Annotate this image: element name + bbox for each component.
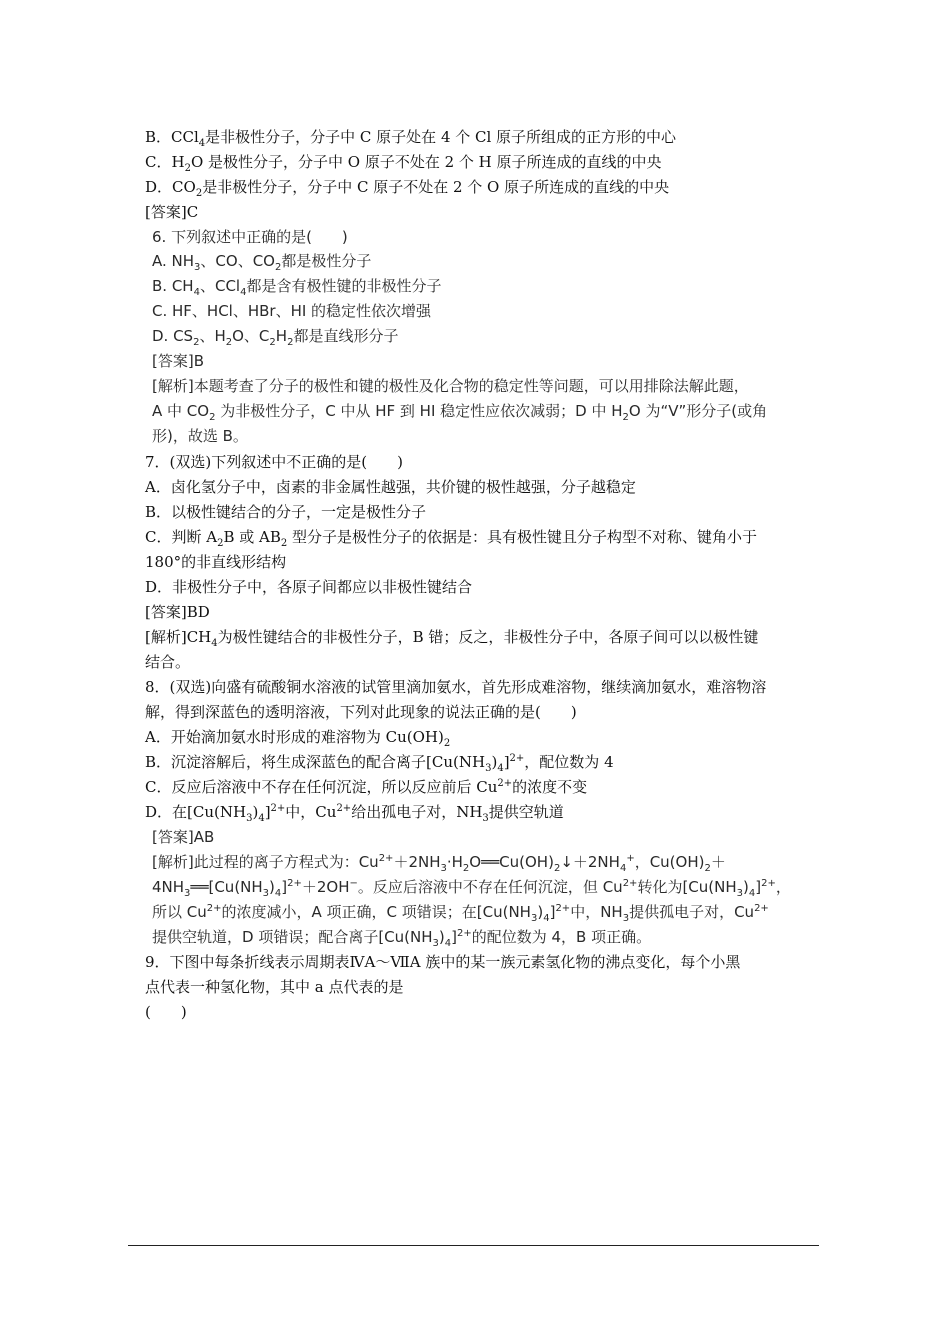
q6-analysis-line1: [解析]本题考查了分子的极性和键的极性及化合物的稳定性等问题，可以用排除法解此题， (152, 377, 749, 395)
q7-analysis-line2: 结合。 (145, 653, 191, 671)
q8-option-c: C．反应后溶液中不存在任何沉淀，所以反应前后 $Cu^{2+}$的浓度不变 (145, 778, 588, 796)
q6-answer: [答案]B (152, 352, 204, 370)
q8-answer: [答案]AB (152, 828, 215, 846)
q8-option-d: D．在$[Cu(NH_3)_4]^{2+}$中，$Cu^{2+}$给出孤电子对，$NH_3$提供空轨道 (145, 803, 564, 824)
q9-stem-line1: 9．下图中每条折线表示周期表ⅣA～ⅦA 族中的某一族元素氢化物的沸点变化，每个小黑 (145, 953, 741, 971)
q6-option-a: A. $NH_3$、CO、$CO_2$都是极性分子 (152, 252, 372, 273)
q8-stem-line1: 8．(双选)向盛有硫酸铜水溶液的试管里滴加氨水，首先形成难溶物，继续滴加氨水，难溶物溶 (145, 678, 767, 696)
q5-option-c: C．$H_2O$ 是极性分子，分子中 O 原子不处在 2 个 H 原子所连成的直线的中央 (145, 153, 662, 174)
footer-rule (128, 1245, 819, 1246)
q7-option-d: D．非极性分子中，各原子间都应以非极性键结合 (145, 578, 473, 596)
q8-option-a: A．开始滴加氨水时形成的难溶物为 $Cu(OH)_2$ (145, 728, 451, 749)
q7-stem: 7．(双选)下列叙述中不正确的是( ) (145, 453, 403, 471)
q8-analysis-line2: $4NH_3══[Cu(NH_3)_4]^{2+}+2OH^-$。反应后溶液中不存在任何沉淀，但 $Cu^{2+}$转化为$[Cu(NH_3)_4]^{2+}$， (152, 878, 791, 899)
q6-option-b: B. $CH_4$、CCl$_4$都是含有极性键的非极性分子 (152, 277, 442, 298)
q5-option-d: D．$CO_2$是非极性分子，分子中 C 原子不处在 2 个 O 原子所连成的直线的中央 (145, 178, 670, 199)
q7-option-c-line2: 180°的非直线形结构 (145, 553, 287, 571)
q9-stem-line3: ( ) (145, 1003, 187, 1021)
q7-option-c-line1: C．判断 $A_2B$ 或 $AB_2$ 型分子是极性分子的依据是：具有极性键且分子构型不对称、键角小于 (145, 528, 758, 549)
q8-analysis-line1: [解析]此过程的离子方程式为：$Cu^{2+}+2NH_3\cdot H_2O══Cu(OH)_2↓+2NH_4^+$，$Cu(OH)_2+$ (152, 853, 726, 874)
q6-option-d: D. $CS_2$、$H_2O$、$C_2H_2$都是直线形分子 (152, 327, 399, 348)
q6-analysis-line2: A 中 $CO_2$ 为非极性分子，C 中从 HF 到 HI 稳定性应依次减弱；D 中 $H_2O$ 为“V”形分子(或角 (152, 402, 768, 423)
q8-analysis-line3: 所以 $Cu^{2+}$的浓度减小，A 项正确，C 项错误；在$[Cu(NH_3)_4]^{2+}$中，$NH_3$提供孤电子对，$Cu^{2+}$ (152, 903, 769, 924)
q6-option-c: C. HF、HCl、HBr、HI 的稳定性依次增强 (152, 302, 432, 320)
q9-stem-line2: 点代表一种氢化物，其中 a 点代表的是 (145, 978, 404, 996)
q7-answer: [答案]BD (145, 603, 210, 621)
q7-option-b: B．以极性键结合的分子，一定是极性分子 (145, 503, 427, 521)
q7-option-a: A．卤化氢分子中，卤素的非金属性越强，共价键的极性越强，分子越稳定 (145, 478, 636, 496)
q8-analysis-line4: 提供空轨道，D 项错误；配合离子$[Cu(NH_3)_4]^{2+}$的配位数为 4，B 项正确。 (152, 928, 652, 949)
q8-option-b: B．沉淀溶解后，将生成深蓝色的配合离子$[Cu(NH_3)_4]^{2+}$，配位数为 4 (145, 753, 614, 774)
q5-answer: [答案]C (145, 203, 199, 221)
q6-analysis-line3: 形)，故选 B。 (152, 427, 248, 445)
q5-option-b: B．CCl$_4$是非极性分子，分子中 C 原子处在 4 个 Cl 原子所组成的正方形的中心 (145, 128, 677, 149)
q8-stem-line2: 解，得到深蓝色的透明溶液，下列对此现象的说法正确的是( ) (145, 703, 577, 721)
q6-stem: 6. 下列叙述中正确的是( ) (152, 228, 348, 246)
q7-analysis-line1: [解析]$CH_4$为极性键结合的非极性分子，B 错；反之，非极性分子中，各原子间可以以极性键 (145, 628, 759, 649)
